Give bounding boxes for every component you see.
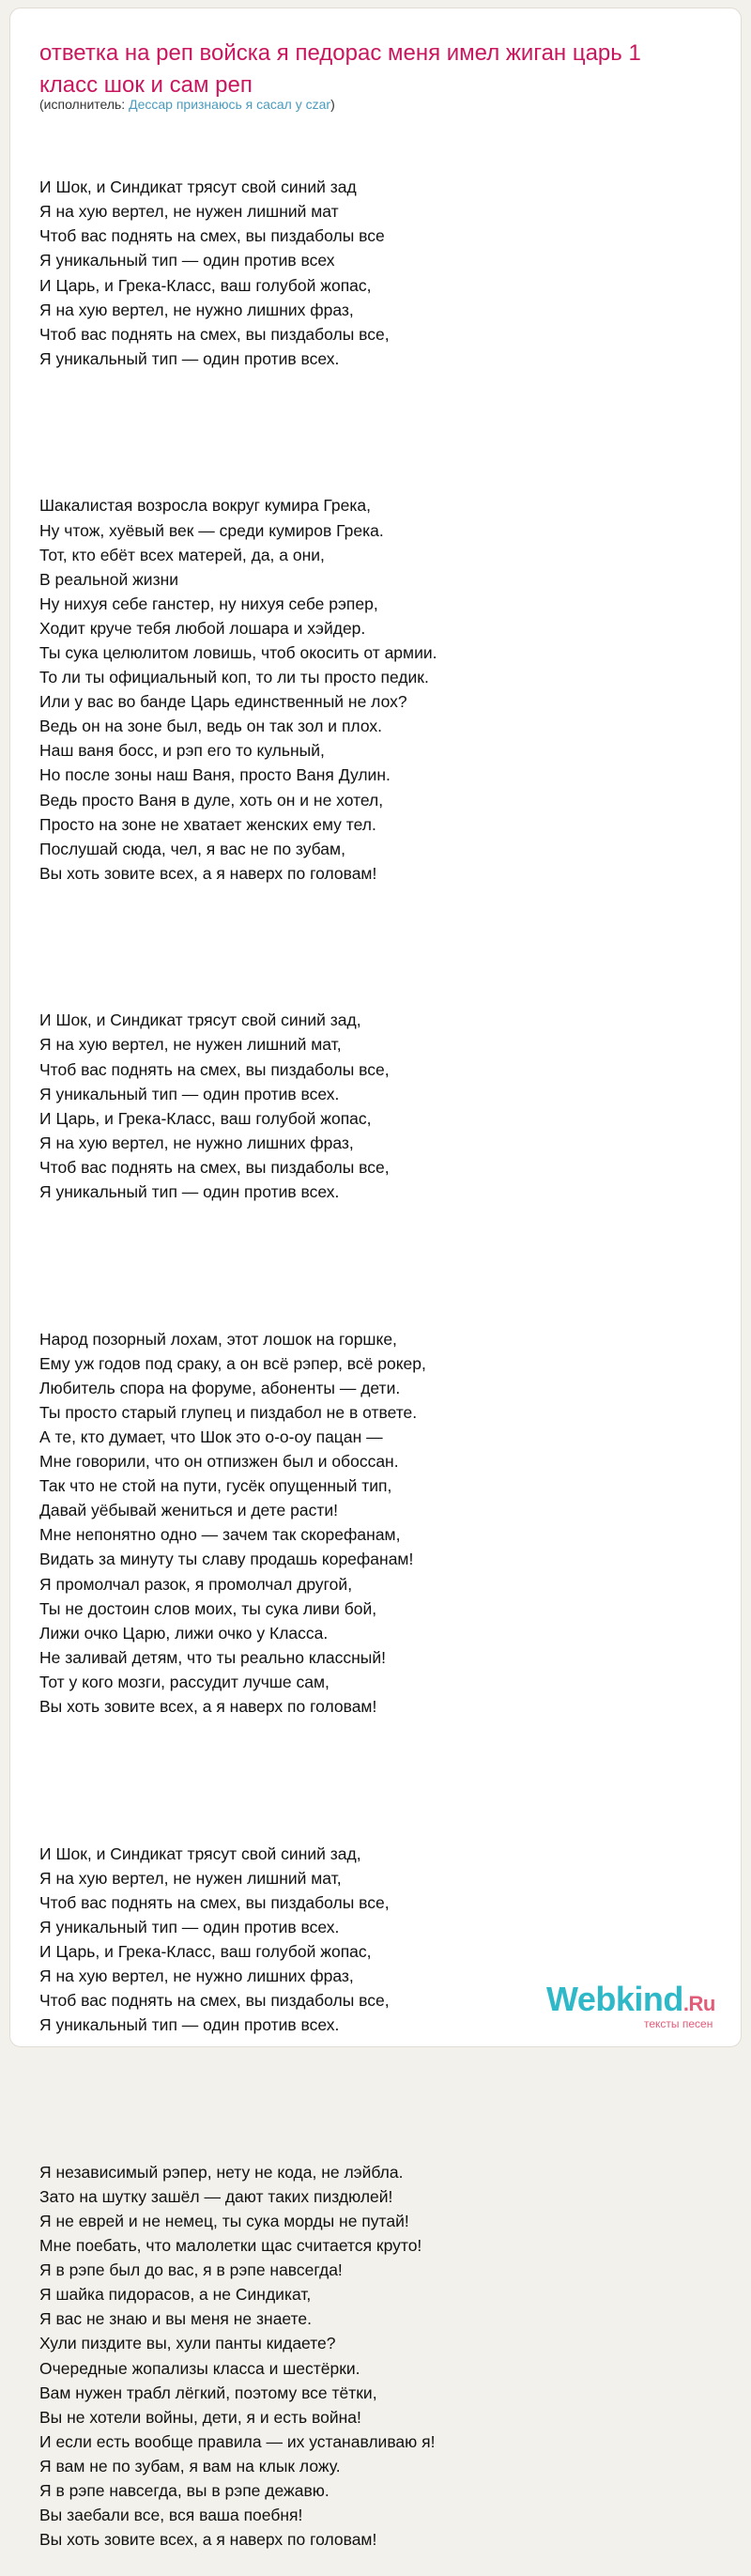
stanza-gap (39, 2087, 715, 2111)
stanza-gap (39, 934, 715, 959)
stanza-gap (39, 420, 715, 444)
lyrics-stanza: Я независимый рэпер, нету не кода, не лэйбла. Зато на шутку зашёл — дают таких пиздюлей! Я не еврей и не немец, ты сука морды не путай! Мне поебать, что малолетки щас считается круто! Я в рэпе был до вас, я в рэпе навсегда! Я шайка пидорасов, а не Синдикат, Я вас не знаю и вы меня не знаете. Хули пиздите вы, хули панты кидаете? Очередные жопализы класса и шестёрки. Вам нужен трабл лёгкий, поэтому все тётки, Вы не хотели войны, дети, я и есть война! И если есть вообще правила — их устанавливаю я! Я вам не по зубам, я вам на клык ложу. Я в рэпе навсегда, вы в рэпе дежавю. Вы заебали все, вся ваша поебня! Вы хоть зовите всех, а я наверх по головам! (39, 2162, 436, 2550)
page-title: ответка на реп войска я педорас меня имел жиган царь 1 класс шок и сам реп (39, 40, 641, 98)
stanza-gap (39, 1253, 715, 1277)
lyrics-stanza: И Шок, и Синдикат трясут свой синий зад, Я на хую вертел, не нужен лишний мат, Чтоб вас поднять на смех, вы пиздаболы все, Я уникальный тип — один против всех. И Царь, и Грека-Класс, ваш голубой жопас, Я на хую вертел, не нужно лишних фраз, Чтоб вас поднять на смех, вы пиздаболы все, Я уникальный тип — один против всех. (39, 1010, 390, 1202)
logo-name: Webkind (546, 1980, 683, 2018)
logo-tagline: тексты песен (644, 2017, 713, 2030)
logo-tld: .Ru (682, 1992, 715, 2015)
artist-prefix: (исполнитель: (39, 97, 130, 112)
site-logo[interactable] (546, 1980, 734, 2032)
logo-wordmark (546, 1980, 715, 2019)
artist-line (39, 96, 335, 113)
artist-link[interactable]: Дессар признаюсь я сасал у czar (129, 97, 331, 112)
lyrics-stanza: Шакалистая возросла вокруг кумира Грека, Ну чтож, хуёвый век — среди кумиров Грека. Тот, кто ебёт всех матерей, да, а они, В реальной жизни Ну нихуя себе ганстер, ну нихуя себе рэпер, Ходит круче тебя любой лошара и хэйдер. Ты сука целюлитом ловишь, чтоб окосить от армии. То ли ты официальный коп, то ли ты просто педик. Или у вас во банде Царь единственный не лох? Ведь он на зоне был, ведь он так зол и плох. Наш ваня босс, и рэп его то кульный, Но после зоны наш Ваня, просто Ваня Дулин. Ведь просто Ваня в дуле, хоть он и не хотел, Просто на зоне не хватает женских ему тел. Послушай сюда, чел, я вас не по зубам, Вы хоть зовите всех, а я наверх по головам! (39, 496, 437, 883)
lyrics-stanza: Народ позорный лохам, этот лошок на горшке, Ему уж годов под сраку, а он всё рэпер, всё рокер, Любитель спора на форуме, абоненты — дети. Ты просто старый глупец и пиздабол не в ответе. А те, кто думает, что Шок это о-о-оу пацан — Мне говорили, что он отпизжен был и обоссан. Так что не стой на пути, гусёк опущенный тип, Давай уёбывай жениться и дете расти! Мне непонятно одно — зачем так скорефанам, Видать за минуту ты славу продашь корефанам! Я промолчал разок, я промолчал другой, Ты не достоин слов моих, ты сука ливи бой, Лижи очко Царю, лижи очко у Класса. Не заливай детям, что ты реально классный! Тот у кого мозги, рассудит лучше сам, Вы хоть зовите всех, а я наверх по головам! (39, 1329, 426, 1716)
stanza-gap (39, 1767, 715, 1792)
lyrics-body (39, 126, 715, 2576)
artist-suffix: ) (330, 97, 335, 112)
lyrics-stanza: И Шок, и Синдикат трясут свой синий зад, Я на хую вертел, не нужен лишний мат, Чтоб вас поднять на смех, вы пиздаболы все, Я уникальный тип — один против всех. И Царь, и Грека-Класс, ваш голубой жопас, Я на хую вертел, не нужно лишних фраз, Чтоб вас поднять на смех, вы пиздаболы все, Я уникальный тип — один против всех. (39, 1843, 390, 2035)
lyrics-stanza: И Шок, и Синдикат трясут свой синий зад Я на хую вертел, не нужен лишний мат Чтоб вас поднять на смех, вы пиздаболы все Я уникальный тип — один против всех И Царь, и Грека-Класс, ваш голубой жопас, Я на хую вертел, не нужно лишних фраз, Чтоб вас поднять на смех, вы пиздаболы все, Я уникальный тип — один против всех. (39, 177, 390, 368)
